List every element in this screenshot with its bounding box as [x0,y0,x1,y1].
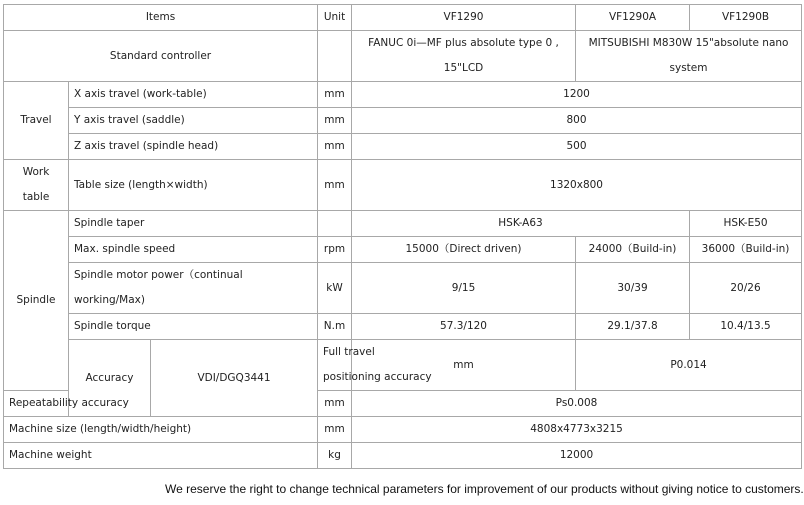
repeatability-value: Ps0.008 [352,391,802,417]
x-travel-unit: mm [318,82,352,108]
spindle-power-vf1290a: 30/39 [576,263,690,314]
worktable-group-label [4,160,69,211]
spindle-speed-vf1290: 15000（Direct driven) [352,237,576,263]
spindle-speed-unit: rpm [318,237,352,263]
table-row [4,134,802,160]
table-size-label: Table size (length×width) [69,160,318,211]
table-row [4,82,802,108]
repeatability-label: Repeatability accuracy [4,391,69,417]
y-travel-unit: mm [318,108,352,134]
controller-ab-line1: MITSUBISHI M830W 15"absolute nano [588,37,789,49]
table-row [4,160,802,211]
table-row [4,443,802,469]
controller-ab-line2: system [669,62,708,74]
machine-weight-value: 12000 [352,443,802,469]
machine-size-value: 4808x4773x3215 [352,417,802,443]
controller-row [4,31,802,82]
spindle-taper-value-a63: HSK-A63 [352,211,690,237]
table-row [4,237,802,263]
machine-weight-label: Machine weight [4,443,318,469]
header-row [4,5,802,31]
x-travel-label: X axis travel (work-table) [69,82,318,108]
machine-size-unit: mm [318,417,352,443]
table-row [4,108,802,134]
spindle-speed-vf1290a: 24000（Build-in) [576,237,690,263]
z-travel-unit: mm [318,134,352,160]
machine-weight-unit: kg [318,443,352,469]
spindle-torque-vf1290a: 29.1/37.8 [576,314,690,340]
controller-label: Standard controller [4,31,318,82]
worktable-group-line1: Work [22,166,50,178]
y-travel-value: 800 [352,108,802,134]
table-row [4,263,802,314]
full-travel-unit: mm [352,340,576,391]
spindle-power-unit: kW [318,263,352,314]
spindle-group-label: Spindle [4,211,69,391]
z-travel-value: 500 [352,134,802,160]
model-vf1290b-header: VF1290B [690,5,802,31]
spindle-torque-label: Spindle torque [69,314,318,340]
repeatability-unit: mm [318,391,352,417]
footnote: We reserve the right to change technical parameters for improvement of our products without giving notice to customers. [165,482,804,496]
spindle-power-label-line2: working/Max) [74,294,145,306]
table-row [4,417,802,443]
unit-header: Unit [318,5,352,31]
controller-vf1290 [352,31,576,82]
table-row [4,314,802,340]
full-travel-value: P0.014 [576,340,802,391]
spindle-taper-unit [318,211,352,237]
model-vf1290-header: VF1290 [352,5,576,31]
spindle-torque-vf1290: 57.3/120 [352,314,576,340]
table-size-unit: mm [318,160,352,211]
spindle-torque-unit: N.m [318,314,352,340]
spindle-taper-label: Spindle taper [69,211,318,237]
table-row [4,340,802,391]
y-travel-label: Y axis travel (saddle) [69,108,318,134]
specification-table [3,4,802,469]
model-vf1290a-header: VF1290A [576,5,690,31]
accuracy-group-label: Accuracy [69,340,151,417]
x-travel-value: 1200 [352,82,802,108]
z-travel-label: Z axis travel (spindle head) [69,134,318,160]
full-travel-label [318,340,432,391]
spindle-power-vf1290: 9/15 [352,263,576,314]
accuracy-standard: VDI/DGQ3441 [151,340,318,417]
worktable-group-line2: table [22,191,50,203]
controller-vf1290-line2: 15"LCD [443,62,484,74]
controller-vf1290-line1: FANUC 0i—MF plus absolute type 0 , [368,37,559,49]
spindle-speed-vf1290b: 36000（Build-in) [690,237,802,263]
spindle-speed-label: Max. spindle speed [69,237,318,263]
full-travel-label-line2: positioning accuracy [323,371,432,383]
full-travel-label-line1: Full travel [323,346,375,358]
items-header: Items [4,5,318,31]
controller-vf1290a-b [576,31,802,82]
spindle-torque-vf1290b: 10.4/13.5 [690,314,802,340]
spindle-taper-value-e50: HSK-E50 [690,211,802,237]
machine-size-label: Machine size (length/width/height) [4,417,318,443]
spindle-power-vf1290b: 20/26 [690,263,802,314]
spindle-power-label [69,263,318,314]
table-size-value: 1320x800 [352,160,802,211]
spindle-power-label-line1: Spindle motor power（continual [74,269,243,281]
controller-unit [318,31,352,82]
travel-group-label: Travel [4,82,69,160]
table-row [4,211,802,237]
